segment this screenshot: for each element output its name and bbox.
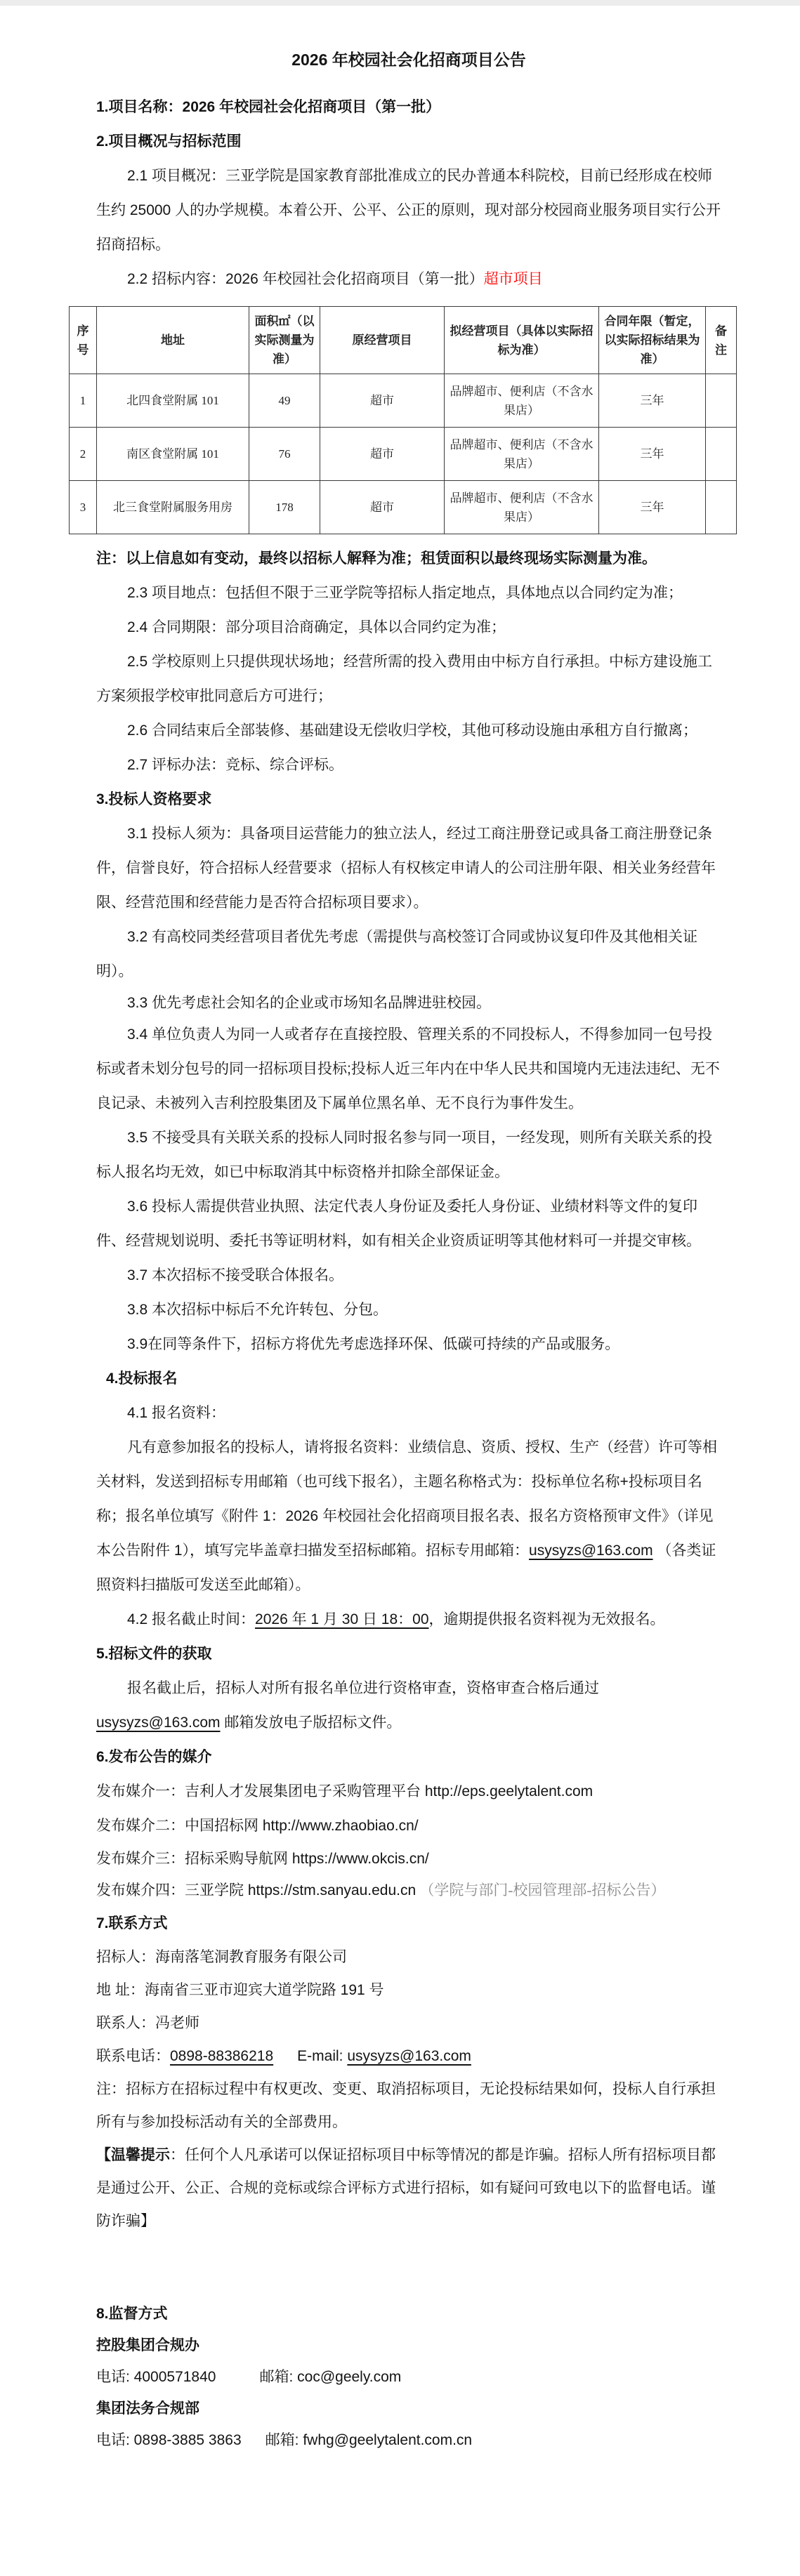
table-header-address: 地址 <box>97 307 249 374</box>
table-cell: 北三食堂附属服务用房 <box>97 481 249 534</box>
document-access-text: 报名截止后，招标人对所有报名单位进行资格审查，资格审查合格后通过 <box>127 1680 599 1696</box>
table-cell: 品牌超市、便利店（不含水果店） <box>445 374 599 428</box>
paragraph-3-7: 3.7 本次招标不接受联合体报名。 <box>127 1267 344 1283</box>
paragraph-2-4: 2.4 合同期限：部分项目洽商确定，具体以合同约定为准； <box>127 619 506 635</box>
paragraph-2-2-text: 2.2 招标内容：2026 年校园社会化招商项目（第一批） <box>127 271 484 287</box>
address-line: 地 址：海南省三亚市迎宾大道学院路 191 号 <box>96 1982 384 1998</box>
fraud-warning-label: 【温馨提示 <box>96 2147 170 2163</box>
fraud-warning-text: ：任何个人凡承诺可以保证招标项目中标等情况的都是诈骗。招标人所有招标项目都是通过公开、公正、合规的竞标或综合评标方式进行招标，如有疑问可致电以下的监督电话。谨防诈骗】 <box>96 2147 716 2229</box>
section-1-heading: 1.项目名称：2026 年校园社会化招商项目（第一批） <box>96 99 441 115</box>
supervision-dept-2-contacts <box>96 2424 721 2456</box>
section-3-heading: 3.投标人资格要求 <box>96 791 212 807</box>
announcement-document <box>0 6 800 2476</box>
paragraph-2-2 <box>96 262 721 296</box>
media-line-2 <box>96 1809 721 1843</box>
table-cell <box>706 374 737 428</box>
contact-email-link[interactable]: usysyzs@163.com <box>347 2048 471 2064</box>
table-cell: 超市 <box>320 374 445 428</box>
table-cell: 南区食堂附属 101 <box>97 428 249 481</box>
table-header-original-business: 原经营项目 <box>320 307 445 374</box>
media-line-4 <box>96 1875 721 1906</box>
paragraph-2-3: 2.3 项目地点：包括但不限于三亚学院等招标人指定地点，具体地点以合同约定为准； <box>127 585 683 601</box>
table-cell: 三年 <box>599 481 706 534</box>
supervision-phone-1: 电话: 4000571840 <box>96 2369 216 2385</box>
paragraph-2-1: 2.1 项目概况：三亚学院是国家教育部批准成立的民办普通本科院校，目前已经形成在校师生约 25000 人的办学规模。本着公开、公平、公正的原则，现对部分校园商业服务项目实行公开招商招标。 <box>96 168 721 253</box>
paragraph-2-6: 2.6 合同结束后全部装修、基础建设无偿收归学校，其他可移动设施由承租方自行撤离； <box>127 722 698 739</box>
supervision-email-1: 邮箱: coc@geely.com <box>259 2369 402 2385</box>
page-title: 2026 年校园社会化招商项目公告 <box>291 51 526 69</box>
supervision-email-2: 邮箱: fwhg@geelytalent.com.cn <box>265 2432 473 2448</box>
table-cell: 76 <box>249 428 320 481</box>
contact-phone-link[interactable]: 0898-88386218 <box>170 2048 274 2064</box>
table-cell: 北四食堂附属 101 <box>97 374 249 428</box>
paragraph-3-9: 3.9在同等条件下，招标方将优先考虑选择环保、低碳可持续的产品或服务。 <box>127 1336 620 1352</box>
media-4-label: 发布媒介四：三亚学院 <box>96 1882 248 1898</box>
table-cell: 超市 <box>320 428 445 481</box>
table-header-remarks: 备注 <box>706 307 737 374</box>
media-1-label: 发布媒介一：吉利人才发展集团电子采购管理平台 <box>96 1783 425 1799</box>
bid-email-link[interactable]: usysyzs@163.com <box>529 1543 653 1559</box>
table-header-index: 序号 <box>70 307 97 374</box>
table-row <box>70 428 737 481</box>
supervision-phone-2: 电话: 0898-3885 3863 <box>96 2432 242 2448</box>
table-cell <box>706 428 737 481</box>
table-cell: 超市 <box>320 481 445 534</box>
media-line-3 <box>96 1843 721 1875</box>
media-2-url-link[interactable]: http://www.zhaobiao.cn/ <box>262 1818 419 1834</box>
table-cell: 49 <box>249 374 320 428</box>
document-access-suffix: 邮箱发放电子版招标文件。 <box>220 1715 402 1731</box>
deadline-date: 2026 年 1 月 30 日 18：00 <box>255 1611 429 1627</box>
paragraph-4-2 <box>96 1602 721 1637</box>
table-header-contract-term: 合同年限（暂定，以实际招标结果为准） <box>599 307 706 374</box>
media-4-url-link[interactable]: https://stm.sanyau.edu.cn <box>247 1882 417 1898</box>
table-cell: 品牌超市、便利店（不含水果店） <box>445 428 599 481</box>
registration-instructions-text: 凡有意参加报名的投标人，请将报名资料：业绩信息、资质、授权、生产（经营）许可等相关材料，发送到招标专用邮箱（也可线下报名），主题名称格式为：投标单位名称+投标项目名称；报名单位填写《附件 1：2026 年校园社会化招商项目报名表、报名方资格预审文件》（详见本公告附件 1），填写完毕盖章扫描发至招标邮箱。招标专用邮箱： <box>96 1439 717 1559</box>
table-cell: 品牌超市、便利店（不含水果店） <box>445 481 599 534</box>
supermarket-project-highlight: 超市项目 <box>483 271 543 287</box>
section-6-heading: 6.发布公告的媒介 <box>96 1749 212 1765</box>
media-3-url-link[interactable]: https://www.okcis.cn/ <box>291 1851 429 1867</box>
email-label: E-mail: <box>297 2048 348 2064</box>
paragraph-3-4: 3.4 单位负责人为同一人或者存在直接控股、管理关系的不同投标人，不得参加同一包号投标或者未划分包号的同一招标项目投标;投标人近三年内在中华人民共和国境内无违法违纪、无不良记录、未被列入吉利控股集团及下属单位黑名单、无不良行为事件发生。 <box>96 1026 720 1111</box>
section-2-heading: 2.项目概况与招标范围 <box>96 133 242 150</box>
paragraph-3-6: 3.6 投标人需提供营业执照、法定代表人身份证及委托人身份证、业绩材料等文件的复印件、经营规划说明、委托书等证明材料，如有相关企业资质证明等其他材料可一并提交审核。 <box>96 1198 701 1249</box>
bidding-rights-note: 注：招标方在招标过程中有权更改、变更、取消招标项目，无论投标结果如何，投标人自行承担所有与参加投标活动有关的全部费用。 <box>96 2081 716 2130</box>
media-4-path-note: （学院与部门-校园管理部-招标公告） <box>416 1882 666 1898</box>
table-cell: 3 <box>70 481 97 534</box>
paragraph-3-5: 3.5 不接受具有关联关系的投标人同时报名参与同一项目，一经发现，则所有关联关系的投标人报名均无效，如已中标取消其中标资格并扣除全部保证金。 <box>96 1130 713 1180</box>
table-cell: 178 <box>249 481 320 534</box>
table-row <box>70 374 737 428</box>
table-header-proposed-business: 拟经营项目（具体以实际招标为准） <box>445 307 599 374</box>
table-cell <box>706 481 737 534</box>
table-row <box>70 481 737 534</box>
paragraph-3-8: 3.8 本次招标中标后不允许转包、分包。 <box>127 1302 388 1318</box>
phone-label: 联系电话： <box>96 2048 170 2064</box>
media-2-label: 发布媒介二：中国招标网 <box>96 1818 263 1834</box>
paragraph-5-body <box>96 1671 721 1740</box>
table-header-area: 面积㎡（以实际测量为准） <box>249 307 320 374</box>
section-4-heading: 4.投标报名 <box>106 1370 178 1387</box>
media-line-1 <box>96 1774 721 1809</box>
paragraph-2-7: 2.7 评标办法：竞标、综合评标。 <box>127 757 344 773</box>
contact-phone-line <box>96 2040 721 2073</box>
paragraph-3-3: 3.3 优先考虑社会知名的企业或市场知名品牌进驻校园。 <box>127 995 492 1011</box>
bid-email-link[interactable]: usysyzs@163.com <box>96 1715 221 1731</box>
section-5-heading: 5.招标文件的获取 <box>96 1646 212 1662</box>
paragraph-3-2: 3.2 有高校同类经营项目者优先考虑（需提供与高校签订合同或协议复印件及其他相关证明）。 <box>96 929 698 979</box>
section-7-heading: 7.联系方式 <box>96 1915 168 1931</box>
table-note: 注：以上信息如有变动，最终以招标人解释为准；租赁面积以最终现场实际测量为准。 <box>96 550 657 567</box>
supervision-dept-1-contacts <box>96 2361 721 2393</box>
paragraph-4-1: 4.1 报名资料： <box>127 1405 226 1421</box>
media-1-url-link[interactable]: http://eps.geelytalent.com <box>424 1783 594 1799</box>
supervision-dept-1: 控股集团合规办 <box>96 2337 199 2353</box>
table-cell: 2 <box>70 428 97 481</box>
deadline-label: 4.2 报名截止时间： <box>127 1611 256 1627</box>
table-cell: 三年 <box>599 374 706 428</box>
bidder-line: 招标人：海南落笔洞教育服务有限公司 <box>96 1949 347 1965</box>
table-cell: 三年 <box>599 428 706 481</box>
paragraph-4-1-body <box>96 1430 721 1602</box>
table-header-row <box>70 307 737 374</box>
paragraph-3-1: 3.1 投标人须为：具备项目运营能力的独立法人，经过工商注册登记或具备工商注册登记条件，信誉良好，符合招标人经营要求（招标人有权核定申请人的公司注册年限、相关业务经营年限、经营范围和经营能力是否符合招标项目要求）。 <box>96 826 716 911</box>
media-3-label: 发布媒介三：招标采购导航网 <box>96 1851 292 1867</box>
deadline-suffix: ，逾期提供报名资料视为无效报名。 <box>428 1611 665 1627</box>
registration-instructions-suffix: （各类证照资料扫描版可发送至此邮箱）。 <box>96 1543 716 1593</box>
contact-person-line: 联系人：冯老师 <box>96 2015 199 2031</box>
page-top-strip <box>0 0 800 6</box>
paragraph-2-5: 2.5 学校原则上只提供现状场地；经营所需的投入费用由中标方自行承担。中标方建设施工方案须报学校审批同意后方可进行； <box>96 654 713 704</box>
fraud-warning <box>96 2139 721 2238</box>
section-8-heading: 8.监督方式 <box>96 2306 168 2322</box>
supervision-dept-2: 集团法务合规部 <box>96 2400 199 2417</box>
project-lots-table <box>69 306 737 534</box>
table-cell: 1 <box>70 374 97 428</box>
